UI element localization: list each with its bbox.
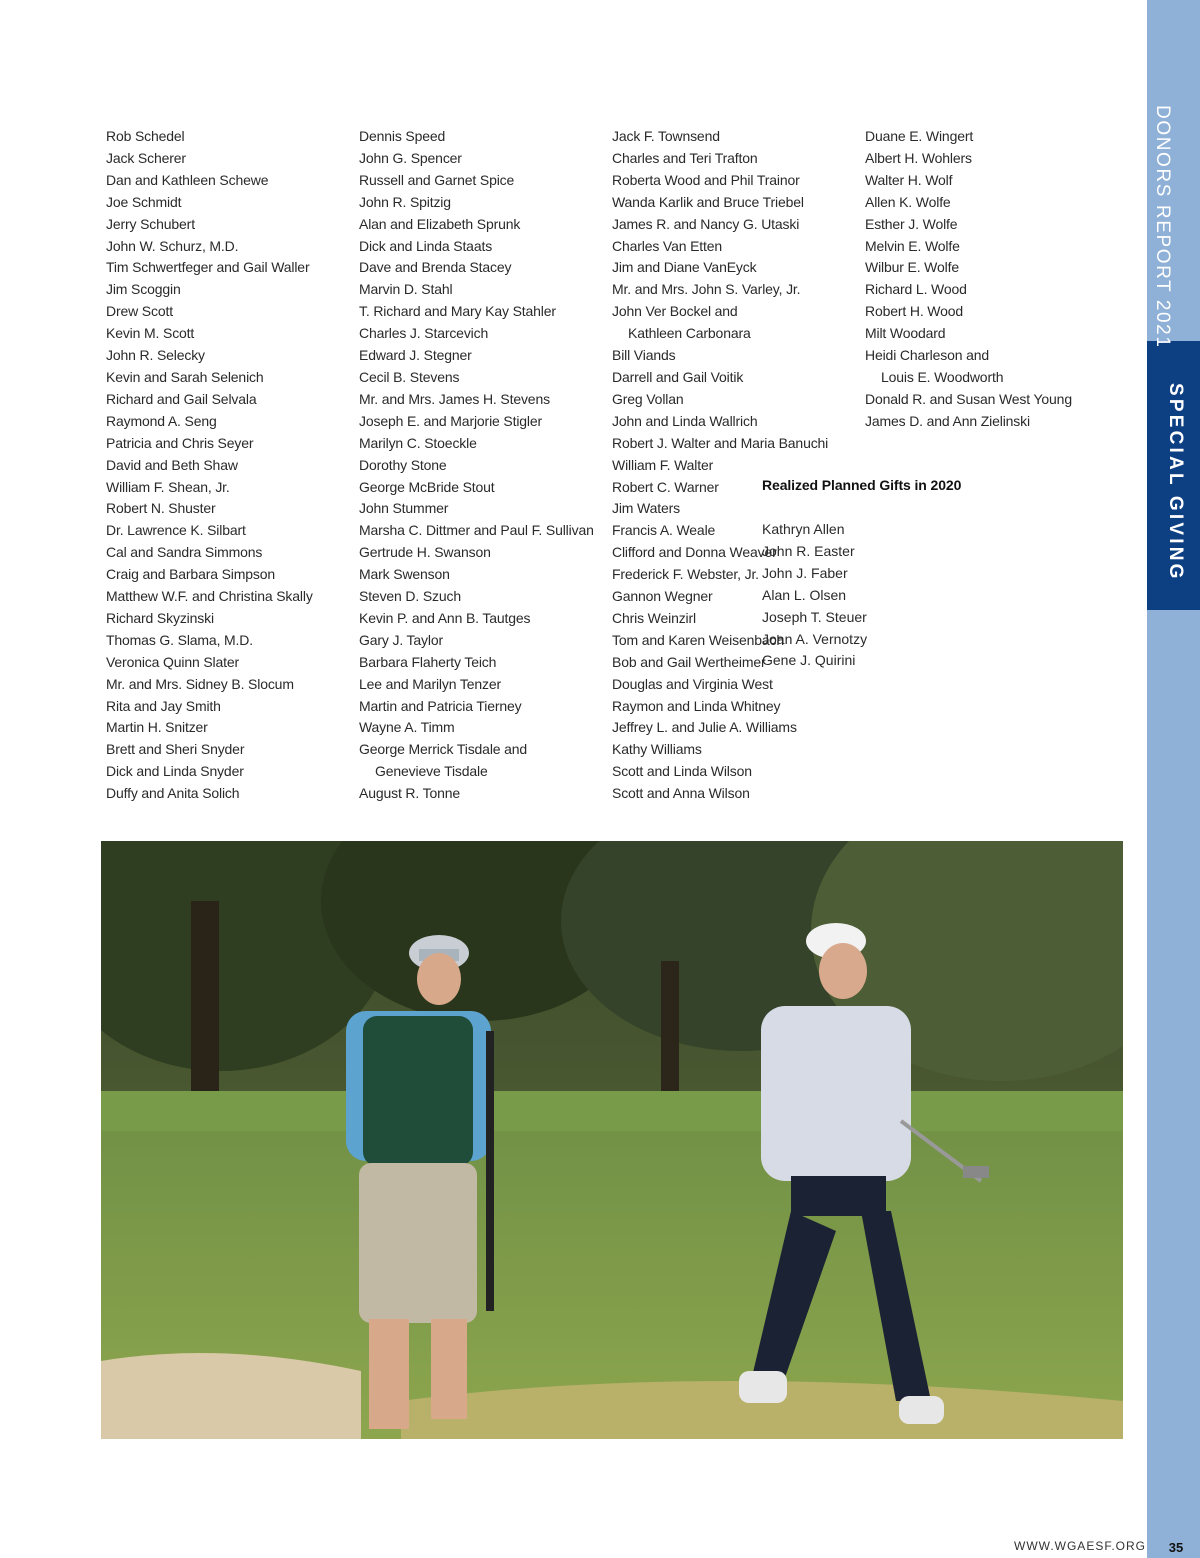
donor-name: Frederick F. Webster, Jr. [612, 566, 759, 583]
donor-name: Bill Viands [612, 347, 676, 364]
page-number: 35 [1168, 1540, 1184, 1555]
donor-name: Tom and Karen Weisenbach [612, 631, 785, 648]
donor-name: Dorothy Stone [359, 456, 447, 473]
donor-name: Rob Schedel [106, 128, 185, 144]
donor-name: Drew Scott [106, 303, 173, 320]
footer-website-url[interactable]: WWW.WGAESF.ORG [1014, 1539, 1146, 1553]
donor-name: Edward J. Stegner [359, 347, 472, 364]
donor-name: Robert H. Wood [865, 303, 964, 320]
donor-name: William F. Shean, Jr. [106, 478, 230, 495]
donor-name: Matthew W.F. and Christina Skally [106, 588, 313, 605]
donor-name: Kathleen Carbonara [628, 325, 751, 342]
donor-name: Chris Weinzirl [612, 609, 696, 626]
donor-name: Gary J. Taylor [359, 631, 443, 648]
donor-name: Dick and Linda Snyder [106, 763, 244, 780]
donor-name: Dick and Linda Staats [359, 237, 493, 254]
donor-name: Rita and Jay Smith [106, 697, 221, 714]
donor-name: Jeffrey L. and Julie A. Williams [612, 719, 797, 736]
donor-name: Robert J. Walter and Maria Banuchi [612, 434, 829, 451]
donor-name: Dave and Brenda Stacey [359, 259, 512, 276]
donor-name: Melvin E. Wolfe [865, 237, 960, 254]
donor-name: Steven D. Szuch [359, 588, 462, 605]
donor-name: Robert C. Warner [612, 478, 719, 495]
planned-gift-name: John J. Faber [762, 564, 848, 581]
donor-name: Mr. and Mrs. Sidney B. Slocum [106, 675, 294, 692]
donor-name: Wayne A. Timm [359, 719, 455, 736]
donor-name: Gertrude H. Swanson [359, 544, 491, 561]
donors-report-label: DONORS REPORT 2021 [1152, 105, 1173, 349]
donor-name: Roberta Wood and Phil Trainor [612, 171, 800, 188]
planned-gift-name: Alan L. Olsen [762, 586, 847, 603]
donor-name: Charles J. Starcevich [359, 325, 489, 342]
donor-name: Duffy and Anita Solich [106, 785, 240, 802]
donor-name: James D. and Ann Zielinski [865, 412, 1030, 429]
donor-name: John R. Selecky [106, 347, 205, 364]
donor-name: August R. Tonne [359, 785, 461, 802]
donor-name: Douglas and Virginia West [612, 675, 773, 692]
donor-column-1 [106, 126, 351, 805]
planned-gift-name: Joseph T. Steuer [762, 608, 867, 625]
planned-gift-name: Gene J. Quirini [762, 652, 856, 669]
donor-name: Joe Schmidt [106, 193, 182, 210]
donor-name: John Stummer [359, 500, 449, 517]
donor-name: Genevieve Tisdale [375, 763, 488, 780]
donor-name: Gannon Wegner [612, 588, 713, 605]
donor-name: Kevin P. and Ann B. Tautges [359, 609, 531, 626]
donor-name: Heidi Charleson and [865, 347, 990, 364]
donor-name: Dennis Speed [359, 128, 446, 144]
donor-name: Darrell and Gail Voitik [612, 368, 744, 385]
donor-name: Greg Vollan [612, 390, 684, 407]
donor-name: Charles and Teri Trafton [612, 149, 758, 166]
donor-name: Scott and Linda Wilson [612, 763, 752, 780]
donor-name: Scott and Anna Wilson [612, 785, 750, 802]
donor-name: William F. Walter [612, 456, 714, 473]
donor-name: Raymon and Linda Whitney [612, 697, 781, 714]
donor-name: Jack Scherer [106, 149, 186, 166]
donor-name: John W. Schurz, M.D. [106, 237, 239, 254]
donor-name: Jim and Diane VanEyck [612, 259, 757, 276]
golf-photo [101, 841, 1123, 1439]
donor-name: Cecil B. Stevens [359, 368, 460, 385]
donor-name: Raymond A. Seng [106, 412, 217, 429]
donor-name: John R. Spitzig [359, 193, 451, 210]
donor-name: Kevin M. Scott [106, 325, 195, 342]
golf-photo-illustration [101, 841, 1123, 1439]
donor-column-4 [865, 126, 1110, 433]
donor-name: Alan and Elizabeth Sprunk [359, 215, 521, 232]
donor-name: Francis A. Weale [612, 522, 716, 539]
donor-name: Dr. Lawrence K. Silbart [106, 522, 246, 539]
planned-gifts-section [762, 472, 1002, 672]
donor-name: James R. and Nancy G. Utaski [612, 215, 800, 232]
donor-name: Clifford and Donna Weaver [612, 544, 777, 561]
donor-name: Craig and Barbara Simpson [106, 566, 276, 583]
donor-name: Tim Schwertfeger and Gail Waller [106, 259, 310, 276]
donor-name: Jim Scoggin [106, 281, 181, 298]
donor-name: George McBride Stout [359, 478, 495, 495]
donor-name: Albert H. Wohlers [865, 149, 972, 166]
donor-name: Russell and Garnet Spice [359, 171, 515, 188]
donor-name: Richard L. Wood [865, 281, 967, 298]
donor-name: Joseph E. and Marjorie Stigler [359, 412, 543, 429]
donor-name: Mark Swenson [359, 566, 450, 583]
donor-name: Richard and Gail Selvala [106, 390, 257, 407]
planned-gifts-heading: Realized Planned Gifts in 2020 [762, 477, 962, 493]
donor-name: Kevin and Sarah Selenich [106, 368, 264, 385]
donor-name: Allen K. Wolfe [865, 193, 951, 210]
donor-name: Marvin D. Stahl [359, 281, 453, 298]
donor-name: Wanda Karlik and Bruce Triebel [612, 193, 804, 210]
donor-name: Jim Waters [612, 500, 680, 517]
planned-gifts-list [762, 519, 1002, 672]
donor-name: Kathy Williams [612, 741, 702, 758]
donor-name: Milt Woodard [865, 325, 946, 342]
donor-name: Dan and Kathleen Schewe [106, 171, 269, 188]
donor-name: Wilbur E. Wolfe [865, 259, 959, 276]
planned-gift-name: John R. Easter [762, 542, 855, 559]
donor-name: Cal and Sandra Simmons [106, 544, 263, 561]
donor-column-2 [359, 126, 604, 805]
sidebar-lower-band [1147, 610, 1200, 1558]
donor-column-3 [612, 126, 857, 805]
donor-name: Robert N. Shuster [106, 500, 216, 517]
donor-name: Jerry Schubert [106, 215, 195, 232]
donor-name: Veronica Quinn Slater [106, 653, 240, 670]
donor-name: Marsha C. Dittmer and Paul F. Sullivan [359, 522, 594, 539]
donor-name: Marilyn C. Stoeckle [359, 434, 477, 451]
donor-name: John Ver Bockel and [612, 303, 738, 320]
donor-name: Bob and Gail Wertheimer [612, 653, 766, 670]
donor-name: Thomas G. Slama, M.D. [106, 631, 253, 648]
donor-name: Mr. and Mrs. James H. Stevens [359, 390, 550, 407]
donor-name: Walter H. Wolf [865, 171, 953, 188]
donor-name: Mr. and Mrs. John S. Varley, Jr. [612, 281, 801, 298]
donor-name: Duane E. Wingert [865, 128, 974, 144]
donor-name: Richard Skyzinski [106, 609, 214, 626]
special-giving-label: SPECIAL GIVING [1165, 383, 1186, 582]
donor-name: Brett and Sheri Snyder [106, 741, 245, 758]
donor-name: Lee and Marilyn Tenzer [359, 675, 501, 692]
donor-name: Barbara Flaherty Teich [359, 653, 497, 670]
planned-gift-name: Kathryn Allen [762, 521, 845, 537]
donor-name: Charles Van Etten [612, 237, 723, 254]
donor-name: Martin H. Snitzer [106, 719, 208, 736]
donor-name: John and Linda Wallrich [612, 412, 758, 429]
donor-name: Patricia and Chris Seyer [106, 434, 254, 451]
donor-name: Martin and Patricia Tierney [359, 697, 522, 714]
donor-name: David and Beth Shaw [106, 456, 238, 473]
planned-gift-name: Joan A. Vernotzy [762, 630, 868, 647]
donor-name: T. Richard and Mary Kay Stahler [359, 303, 556, 320]
donor-name: Donald R. and Susan West Young [865, 390, 1072, 407]
donor-name: Louis E. Woodworth [881, 368, 1004, 385]
donor-name: John G. Spencer [359, 149, 462, 166]
donor-name: George Merrick Tisdale and [359, 741, 528, 758]
donor-name: Jack F. Townsend [612, 128, 720, 144]
donor-name: Esther J. Wolfe [865, 215, 958, 232]
